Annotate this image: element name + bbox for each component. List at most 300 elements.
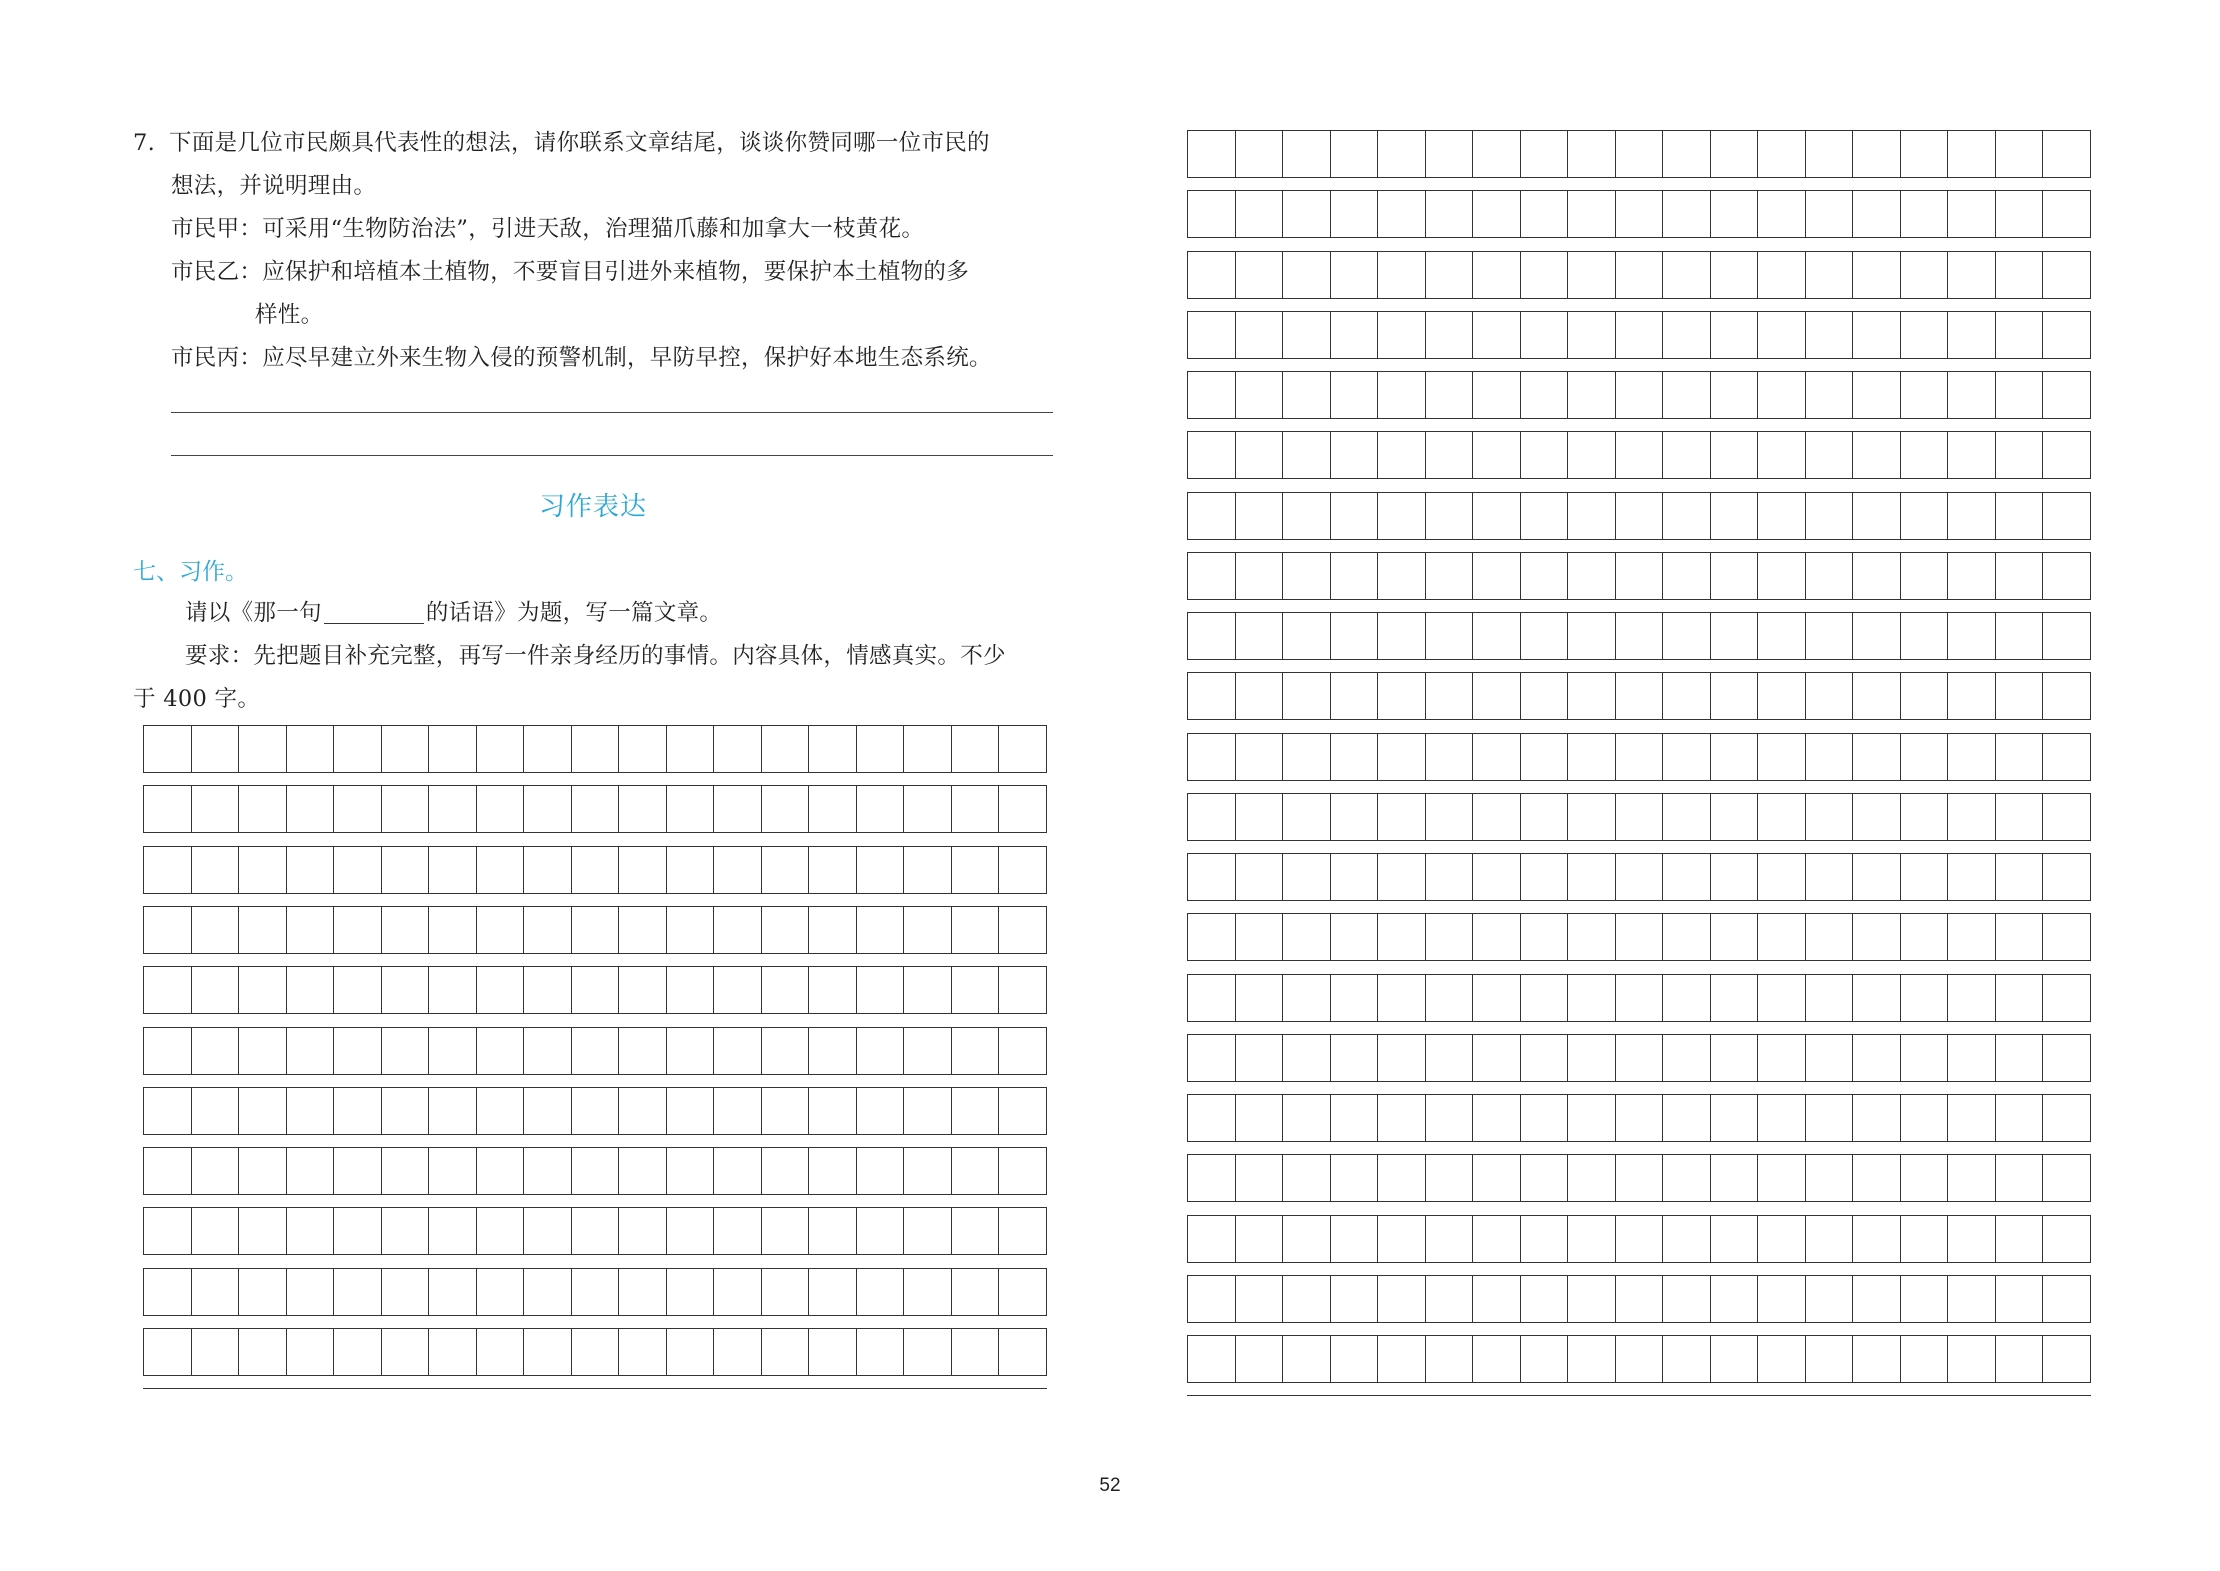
grid-cell[interactable]: [1236, 794, 1284, 840]
grid-cell[interactable]: [1996, 734, 2044, 780]
grid-cell[interactable]: [1188, 794, 1236, 840]
grid-cell[interactable]: [2043, 493, 2091, 539]
grid-cell[interactable]: [287, 1028, 335, 1074]
grid-cell[interactable]: [334, 907, 382, 953]
grid-cell[interactable]: [904, 1028, 952, 1074]
grid-cell[interactable]: [382, 1088, 430, 1134]
grid-cell[interactable]: [1188, 613, 1236, 659]
grid-cell[interactable]: [1616, 252, 1664, 298]
grid-cell[interactable]: [382, 847, 430, 893]
grid-cell[interactable]: [1996, 1216, 2044, 1262]
grid-cell[interactable]: [524, 967, 572, 1013]
grid-cell[interactable]: [192, 1148, 240, 1194]
grid-cell[interactable]: [1616, 613, 1664, 659]
grid-cell[interactable]: [1283, 1216, 1331, 1262]
grid-cell[interactable]: [1283, 1276, 1331, 1322]
grid-cell[interactable]: [952, 1269, 1000, 1315]
grid-cell[interactable]: [1901, 1276, 1949, 1322]
grid-cell[interactable]: [952, 847, 1000, 893]
grid-cell[interactable]: [1473, 794, 1521, 840]
grid-cell[interactable]: [239, 1148, 287, 1194]
grid-cell[interactable]: [239, 1329, 287, 1375]
grid-cell[interactable]: [382, 967, 430, 1013]
grid-cell[interactable]: [1188, 252, 1236, 298]
grid-cell[interactable]: [2043, 854, 2091, 900]
grid-cell[interactable]: [1426, 1095, 1474, 1141]
grid-cell[interactable]: [952, 967, 1000, 1013]
grid-cell[interactable]: [1711, 372, 1759, 418]
grid-cell[interactable]: [1473, 131, 1521, 177]
grid-cell[interactable]: [1473, 975, 1521, 1021]
grid-cell[interactable]: [144, 786, 192, 832]
grid-cell[interactable]: [1188, 553, 1236, 599]
grid-cell[interactable]: [1331, 975, 1379, 1021]
grid-cell[interactable]: [999, 1329, 1047, 1375]
grid-cell[interactable]: [334, 847, 382, 893]
grid-cell[interactable]: [1996, 1276, 2044, 1322]
grid-cell[interactable]: [1188, 372, 1236, 418]
grid-cell[interactable]: [619, 726, 667, 772]
grid-cell[interactable]: [1616, 1155, 1664, 1201]
grid-cell[interactable]: [1853, 493, 1901, 539]
grid-cell[interactable]: [1758, 1276, 1806, 1322]
grid-cell[interactable]: [1521, 191, 1569, 237]
grid-cell[interactable]: [334, 1269, 382, 1315]
grid-cell[interactable]: [1711, 1035, 1759, 1081]
grid-cell[interactable]: [1188, 131, 1236, 177]
grid-cell[interactable]: [667, 1148, 715, 1194]
grid-cell[interactable]: [192, 907, 240, 953]
grid-cell[interactable]: [1568, 553, 1616, 599]
grid-cell[interactable]: [619, 1088, 667, 1134]
grid-cell[interactable]: [1806, 1155, 1854, 1201]
grid-cell[interactable]: [1758, 914, 1806, 960]
answer-line-1[interactable]: [171, 412, 1053, 413]
grid-cell[interactable]: [1901, 975, 1949, 1021]
grid-cell[interactable]: [1901, 613, 1949, 659]
grid-cell[interactable]: [1331, 1336, 1379, 1382]
grid-cell[interactable]: [904, 786, 952, 832]
grid-cell[interactable]: [1758, 1095, 1806, 1141]
grid-cell[interactable]: [287, 967, 335, 1013]
grid-cell[interactable]: [619, 1028, 667, 1074]
grid-cell[interactable]: [1663, 252, 1711, 298]
grid-cell[interactable]: [477, 1329, 525, 1375]
grid-cell[interactable]: [1521, 975, 1569, 1021]
grid-cell[interactable]: [1426, 1336, 1474, 1382]
grid-cell[interactable]: [1901, 794, 1949, 840]
grid-cell[interactable]: [667, 1269, 715, 1315]
grid-cell[interactable]: [1901, 312, 1949, 358]
grid-cell[interactable]: [1996, 312, 2044, 358]
grid-cell[interactable]: [1568, 432, 1616, 478]
grid-cell[interactable]: [1616, 372, 1664, 418]
grid-cell[interactable]: [1283, 613, 1331, 659]
grid-cell[interactable]: [1853, 613, 1901, 659]
grid-cell[interactable]: [857, 726, 905, 772]
grid-cell[interactable]: [1236, 553, 1284, 599]
grid-cell[interactable]: [239, 847, 287, 893]
grid-cell[interactable]: [1236, 1216, 1284, 1262]
grid-cell[interactable]: [1188, 975, 1236, 1021]
grid-cell[interactable]: [857, 1148, 905, 1194]
grid-cell[interactable]: [1948, 191, 1996, 237]
grid-cell[interactable]: [1901, 1336, 1949, 1382]
grid-cell[interactable]: [619, 847, 667, 893]
grid-cell[interactable]: [1331, 673, 1379, 719]
grid-cell[interactable]: [334, 726, 382, 772]
grid-cell[interactable]: [1188, 673, 1236, 719]
grid-cell[interactable]: [1711, 553, 1759, 599]
grid-cell[interactable]: [1616, 914, 1664, 960]
grid-cell[interactable]: [1521, 131, 1569, 177]
grid-cell[interactable]: [1663, 673, 1711, 719]
grid-cell[interactable]: [334, 1148, 382, 1194]
grid-cell[interactable]: [904, 847, 952, 893]
grid-cell[interactable]: [524, 1028, 572, 1074]
grid-cell[interactable]: [429, 967, 477, 1013]
grid-cell[interactable]: [1948, 1276, 1996, 1322]
grid-cell[interactable]: [1521, 794, 1569, 840]
grid-cell[interactable]: [1331, 794, 1379, 840]
grid-cell[interactable]: [1711, 1155, 1759, 1201]
grid-cell[interactable]: [287, 786, 335, 832]
grid-cell[interactable]: [1806, 191, 1854, 237]
grid-cell[interactable]: [1473, 191, 1521, 237]
grid-cell[interactable]: [1853, 1336, 1901, 1382]
grid-cell[interactable]: [1236, 1276, 1284, 1322]
grid-cell[interactable]: [1331, 131, 1379, 177]
grid-cell[interactable]: [1616, 312, 1664, 358]
grid-cell[interactable]: [572, 1028, 620, 1074]
grid-cell[interactable]: [1806, 312, 1854, 358]
grid-cell[interactable]: [904, 1329, 952, 1375]
grid-cell[interactable]: [1758, 1035, 1806, 1081]
grid-cell[interactable]: [1331, 1155, 1379, 1201]
grid-cell[interactable]: [1283, 191, 1331, 237]
grid-cell[interactable]: [999, 1208, 1047, 1254]
grid-cell[interactable]: [1378, 975, 1426, 1021]
grid-cell[interactable]: [667, 847, 715, 893]
grid-cell[interactable]: [1378, 613, 1426, 659]
grid-cell[interactable]: [1996, 493, 2044, 539]
grid-cell[interactable]: [1188, 1336, 1236, 1382]
grid-cell[interactable]: [1568, 372, 1616, 418]
grid-cell[interactable]: [1473, 553, 1521, 599]
grid-cell[interactable]: [1568, 1155, 1616, 1201]
grid-cell[interactable]: [1236, 312, 1284, 358]
grid-cell[interactable]: [144, 726, 192, 772]
grid-cell[interactable]: [1236, 975, 1284, 1021]
grid-cell[interactable]: [714, 1269, 762, 1315]
grid-cell[interactable]: [1283, 975, 1331, 1021]
grid-cell[interactable]: [1473, 914, 1521, 960]
grid-cell[interactable]: [1568, 493, 1616, 539]
grid-cell[interactable]: [1901, 252, 1949, 298]
grid-cell[interactable]: [2043, 734, 2091, 780]
grid-cell[interactable]: [1853, 252, 1901, 298]
grid-cell[interactable]: [429, 847, 477, 893]
grid-cell[interactable]: [904, 1148, 952, 1194]
grid-cell[interactable]: [1806, 493, 1854, 539]
grid-cell[interactable]: [1663, 613, 1711, 659]
grid-cell[interactable]: [239, 1269, 287, 1315]
grid-cell[interactable]: [1901, 493, 1949, 539]
grid-cell[interactable]: [1711, 1336, 1759, 1382]
grid-cell[interactable]: [1996, 372, 2044, 418]
grid-cell[interactable]: [1426, 794, 1474, 840]
grid-cell[interactable]: [667, 1208, 715, 1254]
grid-cell[interactable]: [144, 1329, 192, 1375]
grid-cell[interactable]: [1663, 1336, 1711, 1382]
grid-cell[interactable]: [1473, 1336, 1521, 1382]
grid-cell[interactable]: [1901, 1155, 1949, 1201]
grid-cell[interactable]: [1901, 372, 1949, 418]
grid-cell[interactable]: [857, 907, 905, 953]
grid-cell[interactable]: [1521, 493, 1569, 539]
grid-cell[interactable]: [1663, 1035, 1711, 1081]
grid-cell[interactable]: [1616, 493, 1664, 539]
grid-cell[interactable]: [1616, 1336, 1664, 1382]
grid-cell[interactable]: [1996, 1155, 2044, 1201]
grid-cell[interactable]: [1283, 131, 1331, 177]
grid-cell[interactable]: [287, 907, 335, 953]
grid-cell[interactable]: [952, 1088, 1000, 1134]
grid-cell[interactable]: [144, 1208, 192, 1254]
grid-cell[interactable]: [1711, 794, 1759, 840]
grid-cell[interactable]: [1283, 1155, 1331, 1201]
grid-cell[interactable]: [477, 786, 525, 832]
grid-cell[interactable]: [334, 1208, 382, 1254]
grid-cell[interactable]: [1568, 1035, 1616, 1081]
grid-cell[interactable]: [1236, 1336, 1284, 1382]
grid-cell[interactable]: [1853, 1216, 1901, 1262]
grid-cell[interactable]: [524, 1208, 572, 1254]
grid-cell[interactable]: [1521, 734, 1569, 780]
grid-cell[interactable]: [1188, 854, 1236, 900]
grid-cell[interactable]: [1568, 613, 1616, 659]
grid-cell[interactable]: [2043, 914, 2091, 960]
grid-cell[interactable]: [667, 726, 715, 772]
grid-cell[interactable]: [1378, 734, 1426, 780]
grid-cell[interactable]: [1711, 252, 1759, 298]
grid-cell[interactable]: [1236, 673, 1284, 719]
grid-cell[interactable]: [1283, 734, 1331, 780]
grid-cell[interactable]: [1521, 252, 1569, 298]
grid-cell[interactable]: [1663, 914, 1711, 960]
grid-cell[interactable]: [667, 786, 715, 832]
grid-cell[interactable]: [287, 726, 335, 772]
grid-cell[interactable]: [1568, 975, 1616, 1021]
grid-cell[interactable]: [809, 1028, 857, 1074]
grid-cell[interactable]: [1521, 914, 1569, 960]
grid-cell[interactable]: [1283, 372, 1331, 418]
grid-cell[interactable]: [334, 786, 382, 832]
grid-cell[interactable]: [1426, 553, 1474, 599]
grid-cell[interactable]: [1188, 1216, 1236, 1262]
grid-cell[interactable]: [904, 1208, 952, 1254]
grid-cell[interactable]: [999, 1088, 1047, 1134]
grid-cell[interactable]: [1758, 975, 1806, 1021]
grid-cell[interactable]: [477, 967, 525, 1013]
grid-cell[interactable]: [714, 847, 762, 893]
grid-cell[interactable]: [1521, 372, 1569, 418]
grid-cell[interactable]: [619, 967, 667, 1013]
grid-cell[interactable]: [1996, 131, 2044, 177]
grid-cell[interactable]: [477, 1269, 525, 1315]
grid-cell[interactable]: [1758, 372, 1806, 418]
grid-cell[interactable]: [809, 1088, 857, 1134]
grid-cell[interactable]: [1616, 1035, 1664, 1081]
grid-cell[interactable]: [762, 1208, 810, 1254]
grid-cell[interactable]: [1948, 854, 1996, 900]
grid-cell[interactable]: [1473, 1095, 1521, 1141]
grid-cell[interactable]: [1473, 1276, 1521, 1322]
grid-cell[interactable]: [667, 907, 715, 953]
grid-cell[interactable]: [192, 1028, 240, 1074]
grid-cell[interactable]: [1283, 1095, 1331, 1141]
grid-cell[interactable]: [287, 1329, 335, 1375]
grid-cell[interactable]: [1711, 191, 1759, 237]
grid-cell[interactable]: [1473, 734, 1521, 780]
grid-cell[interactable]: [334, 1088, 382, 1134]
grid-cell[interactable]: [524, 786, 572, 832]
grid-cell[interactable]: [1521, 673, 1569, 719]
grid-cell[interactable]: [952, 1148, 1000, 1194]
grid-cell[interactable]: [1758, 854, 1806, 900]
grid-cell[interactable]: [572, 847, 620, 893]
grid-cell[interactable]: [2043, 131, 2091, 177]
grid-cell[interactable]: [239, 1028, 287, 1074]
grid-cell[interactable]: [1568, 131, 1616, 177]
grid-cell[interactable]: [429, 1028, 477, 1074]
grid-cell[interactable]: [1521, 432, 1569, 478]
grid-cell[interactable]: [192, 967, 240, 1013]
grid-cell[interactable]: [1806, 613, 1854, 659]
grid-cell[interactable]: [714, 967, 762, 1013]
grid-cell[interactable]: [1948, 432, 1996, 478]
grid-cell[interactable]: [1378, 493, 1426, 539]
grid-cell[interactable]: [572, 1329, 620, 1375]
grid-cell[interactable]: [1378, 312, 1426, 358]
grid-cell[interactable]: [857, 1269, 905, 1315]
grid-cell[interactable]: [619, 907, 667, 953]
grid-cell[interactable]: [1711, 131, 1759, 177]
grid-cell[interactable]: [1996, 914, 2044, 960]
grid-cell[interactable]: [1996, 1095, 2044, 1141]
grid-cell[interactable]: [1236, 432, 1284, 478]
grid-cell[interactable]: [1996, 794, 2044, 840]
grid-cell[interactable]: [714, 786, 762, 832]
grid-cell[interactable]: [1853, 372, 1901, 418]
grid-cell[interactable]: [1521, 1336, 1569, 1382]
grid-cell[interactable]: [1711, 975, 1759, 1021]
grid-cell[interactable]: [857, 1028, 905, 1074]
grid-cell[interactable]: [1948, 673, 1996, 719]
grid-cell[interactable]: [477, 847, 525, 893]
grid-cell[interactable]: [1378, 553, 1426, 599]
grid-cell[interactable]: [2043, 613, 2091, 659]
grid-cell[interactable]: [1948, 252, 1996, 298]
grid-cell[interactable]: [1663, 432, 1711, 478]
grid-cell[interactable]: [714, 726, 762, 772]
grid-cell[interactable]: [1568, 914, 1616, 960]
grid-cell[interactable]: [382, 1208, 430, 1254]
grid-cell[interactable]: [1663, 312, 1711, 358]
grid-cell[interactable]: [524, 1269, 572, 1315]
grid-cell[interactable]: [1806, 252, 1854, 298]
grid-cell[interactable]: [762, 1329, 810, 1375]
grid-cell[interactable]: [239, 907, 287, 953]
grid-cell[interactable]: [1378, 794, 1426, 840]
grid-cell[interactable]: [1283, 1035, 1331, 1081]
grid-cell[interactable]: [287, 847, 335, 893]
grid-cell[interactable]: [2043, 1276, 2091, 1322]
grid-cell[interactable]: [1521, 1155, 1569, 1201]
grid-cell[interactable]: [1283, 673, 1331, 719]
grid-cell[interactable]: [2043, 252, 2091, 298]
grid-cell[interactable]: [1236, 854, 1284, 900]
grid-cell[interactable]: [2043, 312, 2091, 358]
grid-cell[interactable]: [334, 967, 382, 1013]
grid-cell[interactable]: [1521, 1095, 1569, 1141]
grid-cell[interactable]: [809, 907, 857, 953]
grid-cell[interactable]: [857, 1088, 905, 1134]
grid-cell[interactable]: [1331, 553, 1379, 599]
grid-cell[interactable]: [1948, 1155, 1996, 1201]
grid-cell[interactable]: [999, 726, 1047, 772]
grid-cell[interactable]: [1663, 794, 1711, 840]
grid-cell[interactable]: [1283, 1336, 1331, 1382]
grid-cell[interactable]: [1663, 1216, 1711, 1262]
grid-cell[interactable]: [1758, 1155, 1806, 1201]
grid-cell[interactable]: [1188, 1155, 1236, 1201]
grid-cell[interactable]: [1426, 1216, 1474, 1262]
grid-cell[interactable]: [1188, 312, 1236, 358]
grid-cell[interactable]: [1568, 854, 1616, 900]
grid-cell[interactable]: [619, 1269, 667, 1315]
grid-cell[interactable]: [1426, 1276, 1474, 1322]
grid-cell[interactable]: [952, 1329, 1000, 1375]
grid-cell[interactable]: [1948, 734, 1996, 780]
grid-cell[interactable]: [952, 726, 1000, 772]
grid-cell[interactable]: [429, 1269, 477, 1315]
grid-cell[interactable]: [762, 726, 810, 772]
grid-cell[interactable]: [1758, 312, 1806, 358]
grid-cell[interactable]: [1663, 372, 1711, 418]
grid-cell[interactable]: [1426, 372, 1474, 418]
grid-cell[interactable]: [1996, 191, 2044, 237]
grid-cell[interactable]: [1331, 613, 1379, 659]
grid-cell[interactable]: [1378, 1216, 1426, 1262]
grid-cell[interactable]: [904, 1088, 952, 1134]
grid-cell[interactable]: [1663, 1155, 1711, 1201]
grid-cell[interactable]: [1236, 191, 1284, 237]
grid-cell[interactable]: [1283, 553, 1331, 599]
grid-cell[interactable]: [1616, 734, 1664, 780]
grid-cell[interactable]: [1901, 553, 1949, 599]
grid-cell[interactable]: [1853, 854, 1901, 900]
grid-cell[interactable]: [1473, 1155, 1521, 1201]
grid-cell[interactable]: [1948, 613, 1996, 659]
grid-cell[interactable]: [382, 1329, 430, 1375]
grid-cell[interactable]: [1236, 252, 1284, 298]
grid-cell[interactable]: [1616, 553, 1664, 599]
grid-cell[interactable]: [334, 1028, 382, 1074]
grid-cell[interactable]: [714, 1208, 762, 1254]
grid-cell[interactable]: [429, 907, 477, 953]
grid-cell[interactable]: [1568, 312, 1616, 358]
